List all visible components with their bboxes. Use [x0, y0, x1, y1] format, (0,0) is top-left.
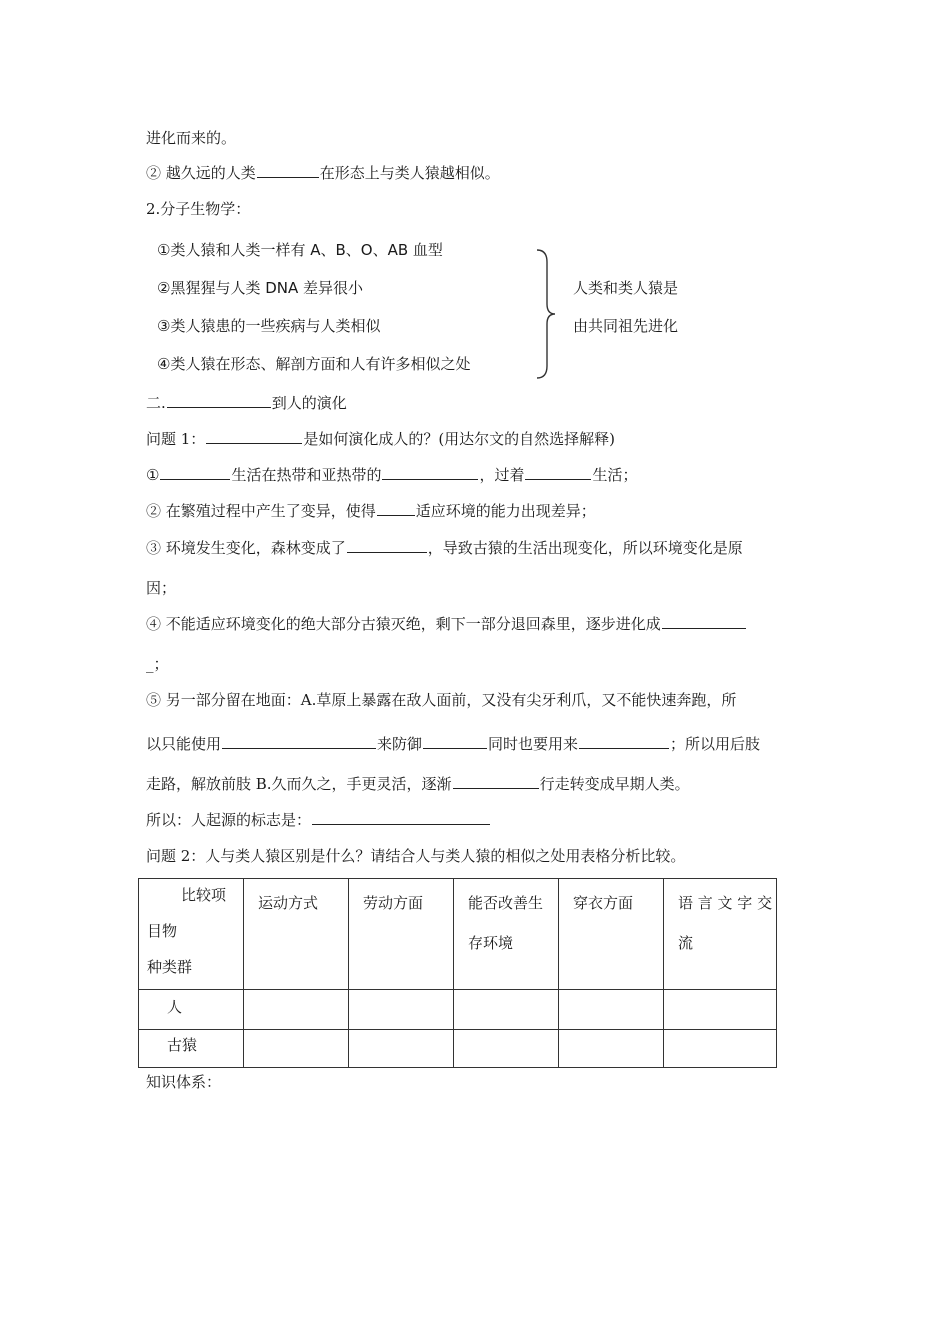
table-cell[interactable]	[559, 1030, 664, 1068]
text-segment: ② 越久远的人类	[146, 164, 256, 182]
evidence-item: ③类人猿患的一些疾病与人类相似	[157, 317, 381, 335]
fill-blank[interactable]	[662, 614, 746, 629]
table-row	[139, 1030, 777, 1068]
header-text-line-2: 流	[678, 934, 694, 952]
table-cell[interactable]	[454, 990, 559, 1030]
text-line-intro: 进化而来的。	[146, 129, 237, 147]
text-segment: ①	[146, 466, 160, 484]
table-header-cell	[454, 879, 559, 990]
table-header-cell	[559, 879, 664, 990]
fill-blank[interactable]	[347, 538, 427, 553]
text-segment: 在形态上与类人猿越相似。	[319, 164, 500, 182]
text-segment: 走路，解放前肢 B.久而久之，手更灵活，逐渐	[146, 775, 452, 793]
comparison-table	[138, 878, 777, 1068]
step-4-continued: _；	[146, 655, 169, 673]
table-corner-cell	[139, 879, 244, 990]
table-header-row	[139, 879, 777, 990]
step-3-continued: 因；	[146, 579, 177, 597]
conclusion-line: 人类和类人猿是	[573, 279, 679, 297]
conclusion-line: 由共同祖先进化	[573, 317, 679, 335]
row-label-cell	[139, 1030, 244, 1068]
fill-blank[interactable]	[423, 734, 487, 749]
text-segment: 生活；	[592, 466, 638, 484]
text-segment: 生活在热带和亚热带的	[231, 466, 382, 484]
text-line-ancient-humans	[146, 163, 500, 183]
text-segment: ，过着	[479, 466, 525, 484]
fill-blank[interactable]	[579, 734, 669, 749]
header-text-line-2: 存环境	[468, 934, 514, 952]
step-2	[146, 501, 596, 521]
corner-label-mid: 目物	[147, 922, 178, 940]
section-heading-evolution	[146, 393, 347, 413]
table-cell[interactable]	[559, 990, 664, 1030]
row-label: 人	[167, 998, 183, 1016]
evidence-item: ②黑猩猩与人类 DNA 差异很小	[157, 279, 364, 297]
knowledge-system-label: 知识体系：	[146, 1073, 222, 1091]
evidence-item: ④类人猿在形态、解剖方面和人有许多相似之处	[157, 355, 471, 373]
text-segment: 以只能使用	[146, 735, 222, 753]
table-row	[139, 990, 777, 1030]
fill-blank[interactable]	[312, 810, 490, 825]
header-text: 运动方式	[258, 894, 319, 912]
header-text: 劳动方面	[363, 894, 424, 912]
table-header-cell	[244, 879, 349, 990]
fill-blank[interactable]	[206, 429, 302, 444]
table-cell[interactable]	[454, 1030, 559, 1068]
table-header-cell	[349, 879, 454, 990]
origin-marker	[146, 810, 491, 830]
evidence-item: ①类人猿和人类一样有 A、B、O、AB 血型	[157, 241, 443, 259]
question-2: 问题 2：人与类人猿区别是什么？请结合人与类人猿的相似之处用表格分析比较。	[146, 847, 686, 865]
row-label-cell	[139, 990, 244, 1030]
fill-blank[interactable]	[167, 393, 271, 408]
text-segment: ④ 不能适应环境变化的绝大部分古猿灭绝，剩下一部分退回森里，逐步进化成	[146, 615, 661, 633]
text-segment: 来防御	[377, 735, 423, 753]
step-5: ⑤ 另一部分留在地面：A.草原上暴露在敌人面前，又没有尖牙利爪，又不能快速奔跑，所	[146, 691, 737, 709]
table-cell[interactable]	[349, 1030, 454, 1068]
corner-label-top: 比较项	[181, 886, 227, 904]
fill-blank[interactable]	[377, 501, 415, 516]
text-segment: 到人的演化	[271, 394, 347, 412]
text-segment: ② 在繁殖过程中产生了变异，使得	[146, 502, 376, 520]
text-segment: 行走转变成早期人类。	[539, 775, 690, 793]
text-segment: ③ 环境发生变化，森林变成了	[146, 539, 346, 557]
text-segment: 所以：人起源的标志是：	[146, 811, 312, 829]
question-1	[146, 429, 615, 449]
step-5-line-3	[146, 774, 690, 794]
fill-blank[interactable]	[525, 465, 591, 480]
table-cell[interactable]	[664, 990, 777, 1030]
fill-blank[interactable]	[453, 774, 539, 789]
text-segment: ，导致古猿的生活出现变化，所以环境变化是原	[427, 539, 743, 557]
section-heading-molecular: 2.分子生物学：	[146, 200, 251, 218]
text-segment: ；所以用后肢	[670, 735, 761, 753]
table-cell[interactable]	[244, 990, 349, 1030]
text-segment: 问题 1：	[146, 430, 206, 448]
text-segment: 同时也要用来	[488, 735, 579, 753]
step-4	[146, 614, 747, 634]
text-segment: 是如何演化成人的？(用达尔文的自然选择解释)	[303, 430, 616, 448]
fill-blank[interactable]	[257, 163, 319, 178]
fill-blank[interactable]	[160, 465, 230, 480]
right-brace-icon	[533, 248, 557, 380]
step-5-line-2	[146, 734, 760, 754]
corner-label-bottom: 种类群	[147, 958, 193, 976]
header-text: 语 言 文 字 交	[678, 894, 773, 912]
table-cell[interactable]	[244, 1030, 349, 1068]
header-text: 穿衣方面	[573, 894, 634, 912]
header-text: 能否改善生	[468, 894, 544, 912]
table-cell[interactable]	[664, 1030, 777, 1068]
step-3	[146, 538, 743, 558]
table-cell[interactable]	[349, 990, 454, 1030]
step-1	[146, 465, 638, 485]
text-segment: 二.	[146, 394, 166, 412]
table-header-cell	[664, 879, 777, 990]
text-segment: 适应环境的能力出现差异；	[415, 502, 596, 520]
row-label: 古猿	[167, 1036, 198, 1054]
fill-blank[interactable]	[382, 465, 478, 480]
fill-blank[interactable]	[222, 734, 376, 749]
